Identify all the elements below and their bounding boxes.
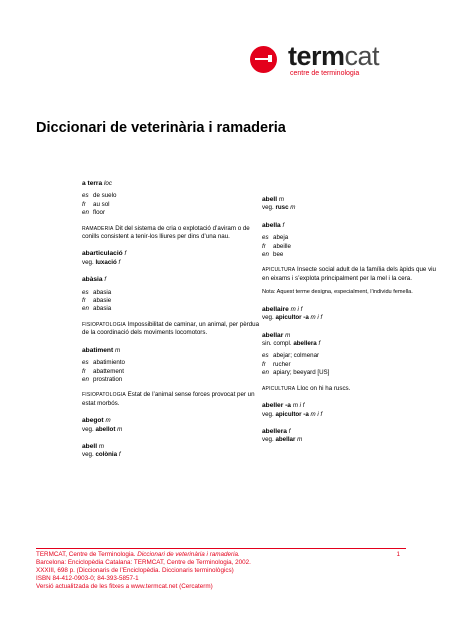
- language-code: es: [82, 192, 89, 200]
- language-code: en: [262, 369, 269, 377]
- dictionary-entry: [82, 417, 262, 434]
- subject-area: RAMADERIA: [82, 225, 114, 232]
- entry-headword: [82, 180, 262, 188]
- headword-term: abarticulació: [82, 250, 123, 258]
- equivalent-term: rucher: [273, 360, 291, 368]
- reference-grammar: m: [297, 436, 303, 444]
- equivalents-list: [262, 352, 442, 377]
- entry-headword: [82, 417, 262, 425]
- language-code: en: [82, 375, 89, 383]
- definition-text: Insecte social adult de la família dels àpids que viu en eixams i s’explota principalment per la mel i la cera.: [262, 266, 437, 282]
- cross-reference: [82, 259, 262, 267]
- document-title: Diccionari de veterinària i ramaderia: [36, 120, 286, 136]
- equivalents-list: [262, 234, 442, 259]
- subject-area: APICULTURA: [262, 267, 296, 274]
- cross-reference: [262, 204, 442, 212]
- equivalent-term: floor: [93, 209, 106, 217]
- language-code: en: [82, 209, 89, 217]
- language-code: fr: [82, 200, 86, 208]
- equivalent-term: abattement: [93, 367, 124, 375]
- reference-grammar: f: [118, 451, 121, 459]
- grammar-label: f: [124, 250, 127, 258]
- equivalent-line: [82, 359, 262, 367]
- cross-reference: [262, 340, 442, 348]
- reference-label: veg.: [82, 451, 94, 459]
- reference-grammar: m: [290, 204, 296, 212]
- footer-link[interactable]: Versió actualitzada de les fitxes a www.termcat.net (Cercaterm): [36, 583, 213, 591]
- reference-grammar: f: [318, 340, 321, 348]
- reference-label: sin. compl.: [262, 340, 292, 348]
- equivalent-term: abasia: [93, 288, 112, 296]
- dictionary-entry: [82, 276, 262, 337]
- dictionary-entry: [82, 180, 262, 241]
- termcat-logo: [250, 38, 410, 78]
- language-code: en: [82, 305, 89, 313]
- definition: [262, 266, 442, 283]
- entry-headword: [82, 276, 262, 284]
- headword-term: abell: [82, 442, 98, 450]
- entry-headword: [262, 402, 442, 410]
- equivalent-line: [82, 305, 262, 313]
- definition: [262, 385, 442, 393]
- language-code: es: [82, 359, 89, 367]
- grammar-label: f: [104, 276, 107, 284]
- definition: [82, 321, 262, 338]
- reference-grammar: m i f: [310, 410, 323, 418]
- dictionary-entry: [262, 428, 442, 445]
- equivalent-line: [262, 361, 442, 369]
- equivalent-line: [82, 209, 262, 217]
- right-column: [262, 196, 442, 454]
- subject-area: FISIOPATOLOGIA: [82, 321, 126, 328]
- language-code: fr: [262, 242, 266, 250]
- equivalent-term: abasia: [93, 305, 112, 313]
- cross-reference: [262, 314, 442, 322]
- equivalent-line: [82, 376, 262, 384]
- headword-term: abatiment: [82, 346, 114, 354]
- grammar-label: m: [98, 442, 105, 450]
- equivalents-list: [82, 359, 262, 384]
- termcat-disc-icon: [250, 46, 277, 73]
- reference-label: veg.: [262, 204, 274, 212]
- dictionary-entry: [262, 332, 442, 393]
- reference-term[interactable]: abellot: [95, 425, 116, 433]
- cross-reference: [262, 411, 442, 419]
- headword-term: abellar: [262, 331, 284, 339]
- language-code: fr: [82, 367, 86, 375]
- equivalent-term: bee: [273, 251, 284, 259]
- reference-label: veg.: [262, 436, 274, 444]
- reference-term[interactable]: apicultor -a: [275, 314, 309, 322]
- dictionary-entry: [262, 306, 442, 323]
- cross-reference: [82, 426, 262, 434]
- dictionary-entry: [262, 196, 442, 213]
- footer-isbn: ISBN 84-412-0903-0; 84-393-5857-1: [36, 575, 139, 583]
- reference-label: veg.: [262, 314, 274, 322]
- entry-headword: [82, 250, 262, 258]
- headword-term: abegot: [82, 417, 104, 425]
- entry-headword: [82, 347, 262, 355]
- dictionary-entry: [82, 347, 262, 408]
- entry-note: Nota: Aquest terme designa, especialment, l’individu femella.: [262, 289, 413, 296]
- equivalents-list: [82, 289, 262, 314]
- entry-headword: [262, 428, 442, 436]
- grammar-label: m: [285, 331, 291, 339]
- equivalent-line: [262, 234, 442, 242]
- grammar-label: m: [278, 196, 285, 203]
- reference-grammar: m i f: [310, 314, 323, 322]
- reference-term[interactable]: abellar: [275, 436, 296, 444]
- left-column: [82, 180, 262, 469]
- reference-grammar: f: [118, 258, 121, 266]
- entry-headword: [262, 332, 442, 340]
- equivalent-line: [82, 289, 262, 297]
- subject-area: APICULTURA: [262, 385, 296, 392]
- definition-text: Lloc on hi ha ruscs.: [297, 384, 351, 392]
- definition-text: Estat de l’animal sense forces provocat per un estat morbós.: [82, 391, 255, 407]
- language-code: es: [82, 288, 89, 296]
- equivalent-term: abejar; colmenar: [273, 352, 320, 360]
- grammar-label: m i f: [292, 402, 305, 410]
- language-code: en: [262, 251, 269, 259]
- equivalent-line: [262, 369, 442, 377]
- equivalent-line: [82, 201, 262, 209]
- equivalent-term: de suelo: [93, 192, 117, 200]
- cross-reference: [82, 451, 262, 459]
- headword-term: abellaire: [262, 305, 289, 313]
- reference-term[interactable]: colònia: [95, 451, 118, 459]
- reference-grammar: m: [117, 425, 123, 433]
- grammar-label: f: [282, 221, 285, 229]
- reference-term[interactable]: apicultor -a: [275, 410, 309, 418]
- headword-term: abell: [262, 196, 278, 203]
- logo-wordmark: termcat: [288, 41, 380, 71]
- equivalent-term: abasie: [93, 297, 112, 305]
- grammar-label: m: [105, 417, 111, 425]
- equivalent-term: abeille: [273, 242, 291, 250]
- definition: [82, 391, 262, 408]
- reference-label: veg.: [82, 425, 94, 433]
- dictionary-entry: [82, 443, 262, 460]
- dictionary-entry: [262, 222, 442, 297]
- equivalent-line: [262, 243, 442, 251]
- language-code: es: [262, 352, 269, 360]
- definition: [82, 225, 262, 242]
- cross-reference: [262, 436, 442, 444]
- equivalent-term: abatimiento: [93, 359, 125, 367]
- equivalent-line: [82, 297, 262, 305]
- reference-term[interactable]: abellera: [293, 340, 317, 348]
- equivalent-term: abeja: [273, 234, 289, 242]
- grammar-label: loc: [104, 180, 112, 187]
- headword-term: a terra: [82, 180, 103, 187]
- dictionary-entry: [262, 402, 442, 419]
- grammar-label: f: [288, 427, 291, 435]
- footer: [36, 548, 406, 591]
- equivalents-list: [82, 192, 262, 217]
- page-number: 1: [396, 551, 400, 558]
- reference-label: veg.: [82, 258, 94, 266]
- definition-text: Impossibilitat de caminar, un animal, per pèrdua de la coordinació dels moviments locomotors.: [82, 320, 260, 337]
- subject-area: FISIOPATOLOGIA: [82, 392, 126, 399]
- entry-headword: [262, 196, 442, 204]
- equivalent-line: [82, 368, 262, 376]
- equivalent-line: [82, 192, 262, 200]
- headword-term: abellera: [262, 427, 287, 435]
- reference-label: veg.: [262, 410, 274, 418]
- language-code: fr: [262, 360, 266, 368]
- reference-term[interactable]: luxació: [95, 258, 117, 266]
- grammar-label: m: [115, 346, 121, 354]
- footer-publisher: Barcelona: Enciclopèdia Catalana: TERMCAT, Centre de Terminologia, 2002.: [36, 559, 251, 567]
- equivalent-line: [262, 352, 442, 360]
- equivalent-term: prostration: [93, 375, 123, 383]
- language-code: es: [262, 234, 269, 242]
- equivalent-line: [262, 251, 442, 259]
- headword-term: abàsia: [82, 276, 103, 284]
- grammar-label: m i f: [290, 305, 303, 313]
- footer-series: XXXIII, 698 p. (Diccionaris de l’Enciclopèdia. Diccionaris terminològics): [36, 567, 234, 575]
- reference-term[interactable]: rusc: [275, 204, 289, 212]
- entry-headword: [262, 222, 442, 230]
- equivalent-term: apiary; beeyard [US]: [273, 369, 330, 377]
- equivalent-term: au sol: [93, 200, 110, 208]
- dictionary-entry: [82, 250, 262, 267]
- headword-term: abeller -a: [262, 402, 291, 410]
- footer-citation: TERMCAT, Centre de Terminologia. Diccionari de veterinària i ramaderia.: [36, 551, 240, 558]
- definition-text: Dit del sistema de cria o explotació d’aviram o de conills consistent a tenir-los lliures per dins d’una nau.: [82, 224, 250, 241]
- language-code: fr: [82, 297, 86, 305]
- entry-headword: [262, 306, 442, 314]
- logo-subtitle: centre de terminologia: [290, 70, 360, 77]
- entry-headword: [82, 443, 262, 451]
- headword-term: abella: [262, 221, 281, 229]
